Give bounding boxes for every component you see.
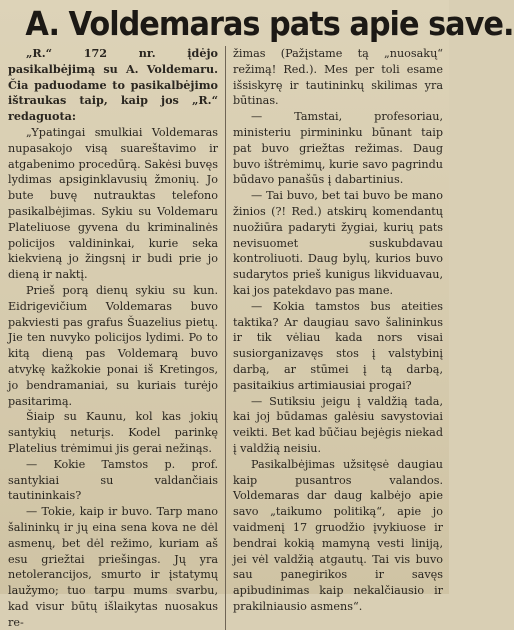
column-divider bbox=[225, 46, 226, 630]
left-column bbox=[8, 46, 222, 630]
paragraph: — Kokie Tamstos p. prof. santykiai su valdančiais tautininkais? bbox=[8, 457, 219, 503]
paragraph: — Sutiksiu jeigu į valdžią tada, kai joj būdamas galėsiu savystoviai veikti. Bet kad būčiau bejėgis niekad į valdžią neisiu. bbox=[233, 394, 444, 455]
paragraph: Prieš porą dienų sykiu su kun. Eidrigevičium Voldemaras buvo pakviesti pas grafus Šuazelius pietų. Jie ten nuvyko policijos lydimi. Po to kitą dieną pas Voldemarą buvo atvykę kažkokie ponai iš Kretingos, jo bendramaniai, su kuriais turėjo pasitarimą. bbox=[8, 283, 219, 408]
paragraph: — Tokie, kaip ir buvo. Tarp mano šalininkų ir jų eina sena kova ne dėl asmenų, bet dėl režimo, kuriam aš esu griežtai priešingas. Jų yra netolerancijos, smurto ir įstatymų laužymo; tuo tarpu mums svarbu, kad visur būtų išlaikytas nuosakus re- bbox=[8, 505, 219, 629]
paragraph: — Tai buvo, bet tai buvo be mano žinios (?! Red.) atskirų komendantų nuožiūra padaryti žygiai, kurių pats nevisuomet suskubdavau kontroliuoti. Daug bylų, kurios buvo sudarytos prieš kunigus likviduavau, kai jos patekdavo pas mane. bbox=[233, 189, 444, 297]
paragraph: „Ypatingai smulkiai Voldemaras nupasakojo visą suareštavimo ir atgabenimo procedūrą. Sakėsi buvęs lydimas apsiginklavusių žmonių. Jo bute buvę nutrauktas telefono pasikalbėjimas. Sykiu su Voldemaru Plateliuose gyvena du kriminalinės policijos valdininkai, kurie seka kiekvieną jo žingsnį ir budi prie jo dieną ir naktį. bbox=[8, 125, 219, 282]
headline: A. Voldemaras pats apie save. bbox=[25, 4, 514, 43]
article-columns bbox=[8, 46, 443, 630]
paragraph: Šiaip su Kaunu, kol kas jokių santykių neturįs. Kodel parinkę Platelius trėmimui jis gerai nežinąs. bbox=[8, 410, 219, 455]
paragraph: — Tamstai, profesoriau, ministeriu pirmininku būnant taip pat buvo griežtas režimas. Daug buvo ištrėmimų, kurie savo pagrindu būdavo panašūs į dabartinius. bbox=[233, 110, 444, 187]
paragraph: Pasikalbėjimas užsitęsė daugiau kaip pusantros valandos. Voldemaras dar daug kalbėjo apie savo „taikumo politiką“, apie jo vaidmenį 17 gruodžio įvykiuose ir bendrai kokią mamyną vesti liniją, jei vėl valdžią atgautų. Tai vis buvo sau panegirikos ir savęs apibudinimas kaip nekalčiausio ir prakilniausio asmens“. bbox=[233, 457, 444, 613]
right-column bbox=[229, 46, 443, 630]
paragraph: žimas (Pažįstame tą „nuosakų“ režimą! Red.). Mes per toli esame išsiskyrę ir tautininkų skilimas yra būtinas. bbox=[233, 47, 444, 108]
paragraph: — Kokia tamstos bus ateities taktika? Ar daugiau savo šalininkus ir tik vėliau kada nors visai susiorganizavęs stos į valstybinį darbą, ar stūmei į tą darbą, pasitaikius artimiausiai progai? bbox=[233, 299, 444, 392]
paragraph: „R.“ 172 nr. įdėjo pasikalbėjimą su A. Voldemaru. Čia paduodame to pasikalbėjimo ištraukas taip, kaip jos „R.“ redaguota: bbox=[8, 46, 219, 124]
